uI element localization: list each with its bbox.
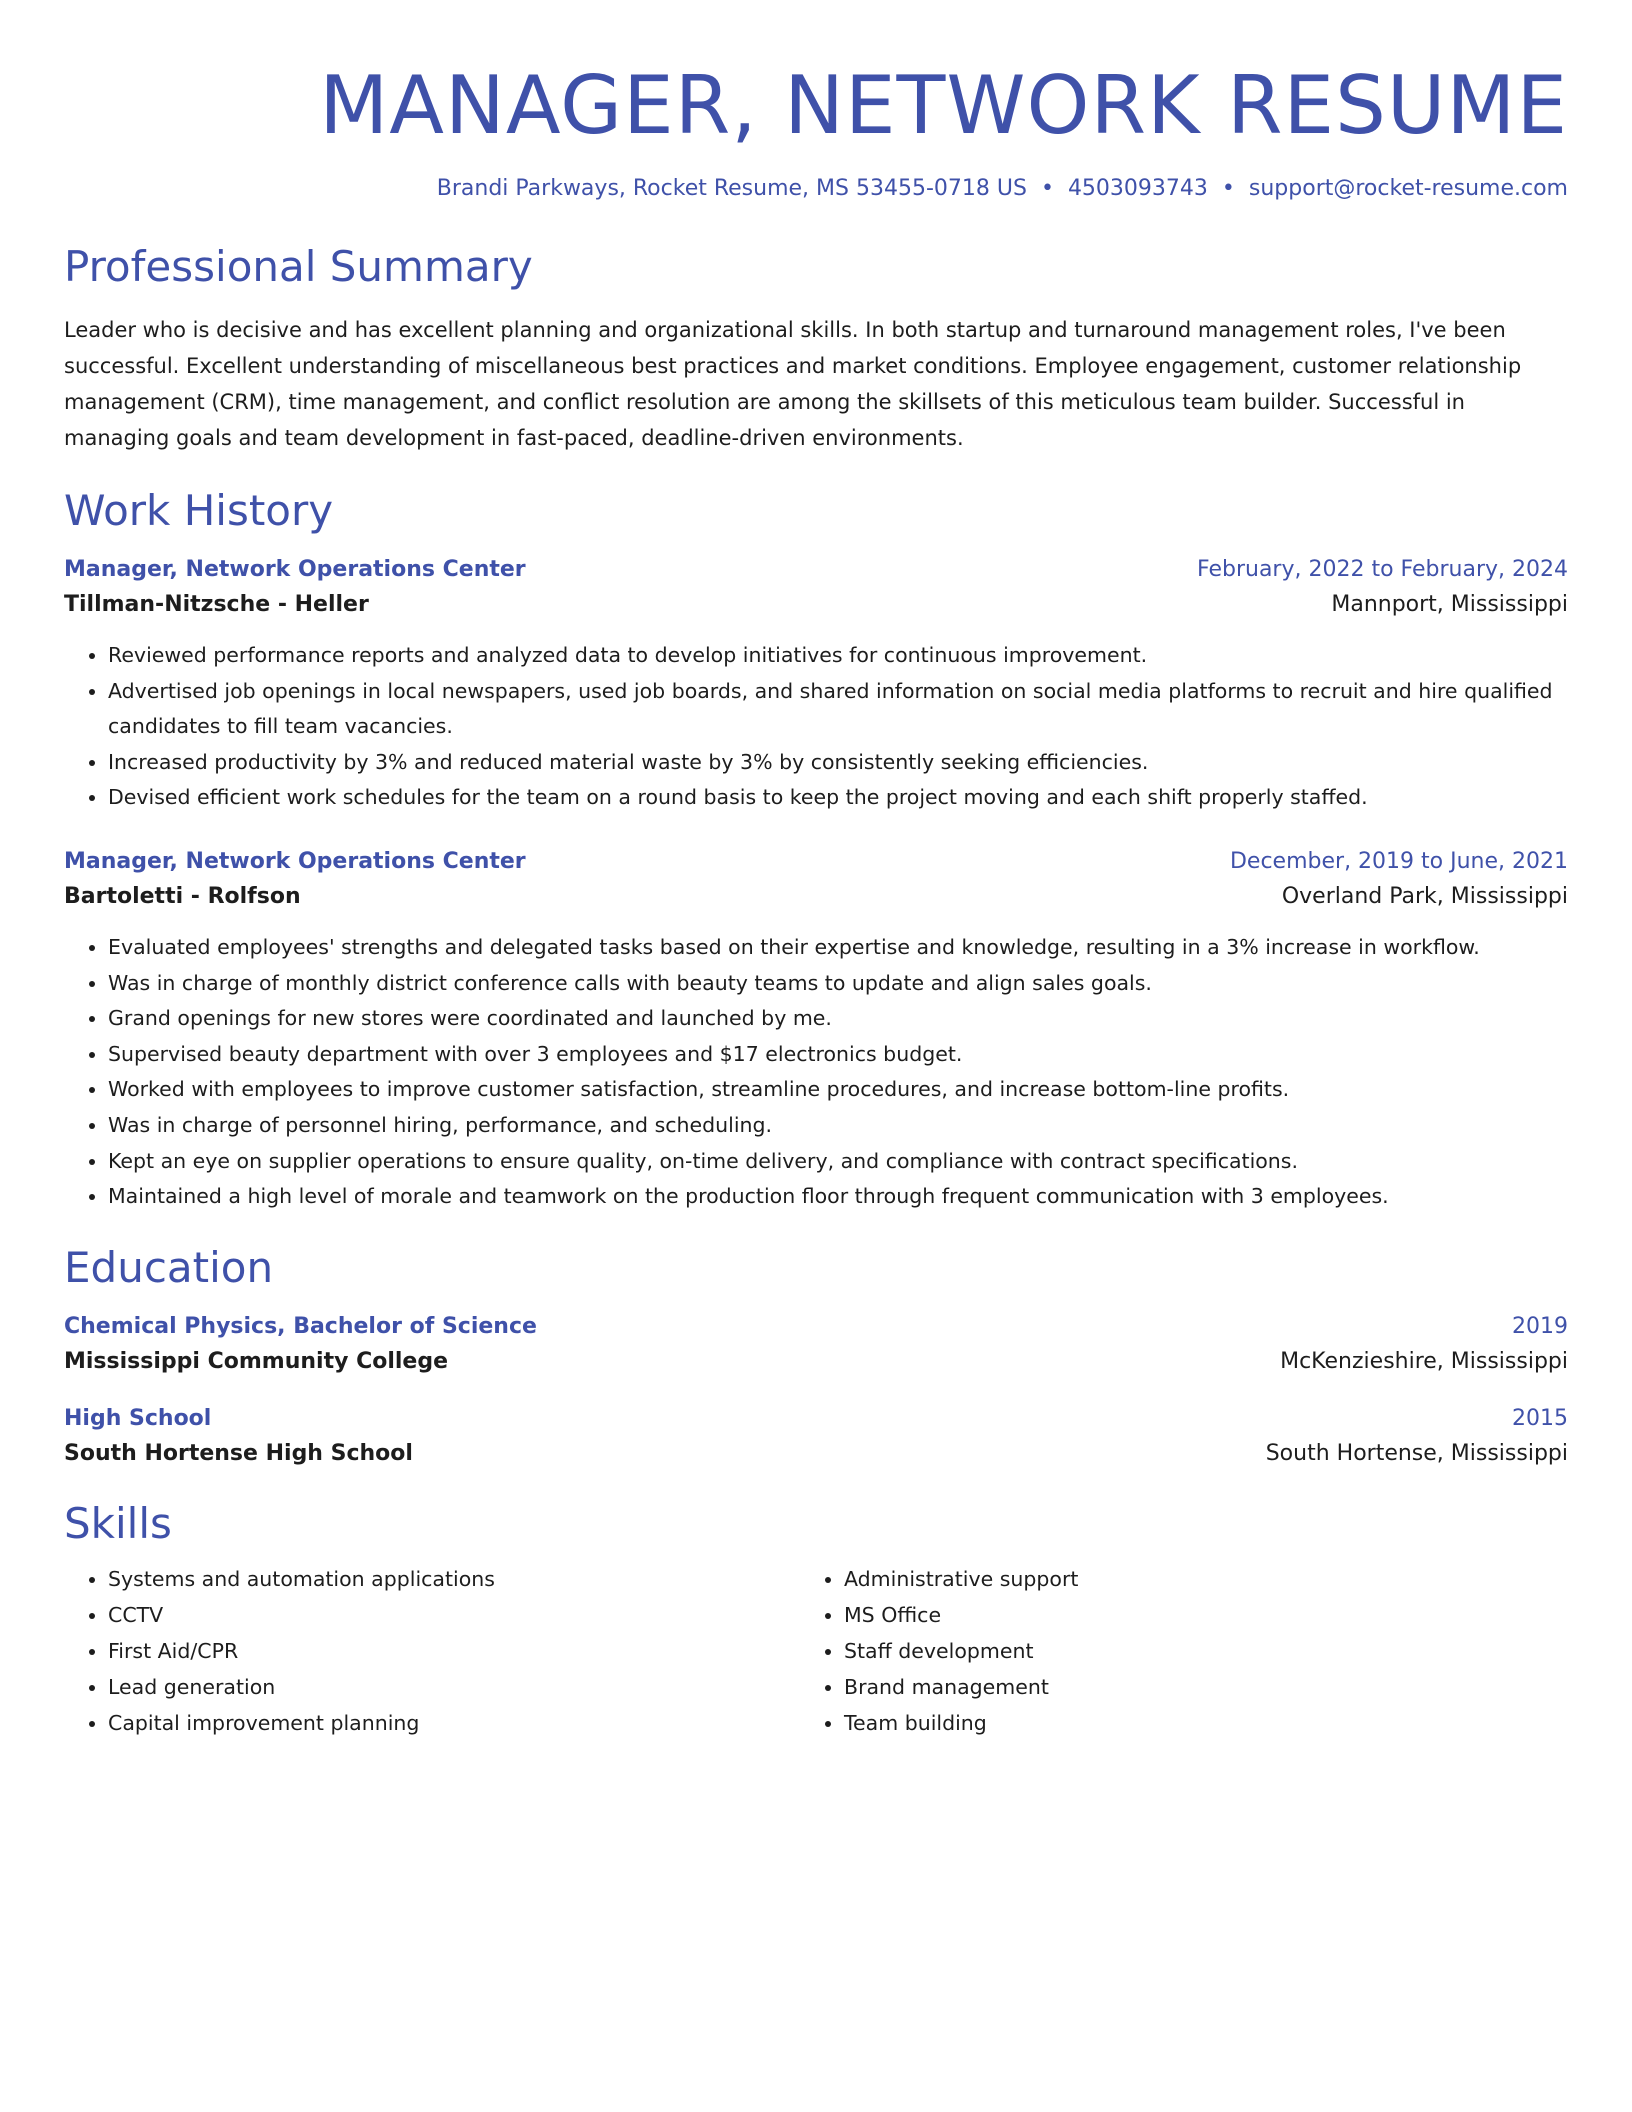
contact-separator: • — [1221, 176, 1235, 201]
job-bullet: • Maintained a high level of morale and teamwork on the production floor through frequent communication with 3 employees. — [108, 1179, 1568, 1215]
skill-item: • Systems and automation applications — [108, 1561, 800, 1597]
skill-item: • Capital improvement planning — [108, 1705, 800, 1741]
job-bullet: • Grand openings for new stores were coordinated and launched by me. — [108, 1001, 1568, 1037]
job-role: Manager, Network Operations Center — [64, 848, 526, 874]
job-bullets — [64, 638, 1568, 816]
job-company: Bartoletti - Rolfson — [64, 883, 301, 909]
skills-heading: Skills — [64, 1498, 172, 1548]
skills-column-right — [800, 1561, 1536, 1741]
job-bullet: • Worked with employees to improve customer satisfaction, streamline procedures, and increase bottom-line profits. — [108, 1072, 1568, 1108]
job-dates: December, 2019 to June, 2021 — [1229, 848, 1568, 874]
skills-column-left — [64, 1561, 800, 1741]
job-entry — [64, 554, 1568, 816]
education-school: Mississippi Community College — [64, 1348, 449, 1374]
education-school-row — [64, 1435, 1568, 1473]
job-bullet: • Was in charge of personnel hiring, performance, and scheduling. — [108, 1108, 1568, 1144]
skill-item: • Lead generation — [108, 1669, 800, 1705]
education-year: 2019 — [1512, 1313, 1568, 1339]
education-location: McKenzieshire, Mississippi — [1280, 1348, 1568, 1374]
contact-separator: • — [1040, 176, 1054, 201]
job-bullet: • Increased productivity by 3% and reduced material waste by 3% by consistently seeking efficiencies. — [108, 745, 1568, 781]
skill-item: • Team building — [844, 1705, 1536, 1741]
job-bullet: • Evaluated employees' strengths and delegated tasks based on their expertise and knowledge, resulting in a 3% increase in workflow. — [108, 930, 1568, 966]
job-company-row — [64, 586, 1568, 624]
job-bullet: • Reviewed performance reports and analyzed data to develop initiatives for continuous improvement. — [108, 638, 1568, 674]
job-entry — [64, 846, 1568, 1215]
summary-heading: Professional Summary — [64, 242, 533, 291]
work-history-heading: Work History — [64, 486, 334, 535]
skill-item: • First Aid/CPR — [108, 1633, 800, 1669]
education-entry — [64, 1403, 1568, 1473]
summary-text: Leader who is decisive and has excellent planning and organizational skills. In both startup and turnaround management roles, I've been successful. Excellent understanding of miscellaneous best practices and market conditions. Employee engagement, customer relationship management (CRM), time management, and conflict resolution are among the skillsets of this meticulous team builder. Successful in managing goals and team development in fast-paced, deadline-driven environments. — [64, 318, 1522, 450]
skill-item: • Brand management — [844, 1669, 1536, 1705]
skill-item: • MS Office — [844, 1597, 1536, 1633]
education-degree: Chemical Physics, Bachelor of Science — [64, 1313, 537, 1339]
job-location: Mannport, Mississippi — [1331, 592, 1568, 617]
skill-item: • Staff development — [844, 1633, 1536, 1669]
contact-line — [64, 174, 1568, 204]
education-entry — [64, 1311, 1568, 1381]
skill-item: • Administrative support — [844, 1561, 1536, 1597]
education-header-row — [64, 1403, 1568, 1435]
skills-grid — [64, 1561, 1568, 1741]
job-dates: February, 2022 to February, 2024 — [1197, 557, 1568, 582]
contact-email[interactable]: support@rocket-resume.com — [1248, 176, 1568, 201]
education-school-row — [64, 1343, 1568, 1381]
education-location: South Hortense, Mississippi — [1265, 1440, 1568, 1466]
education-heading: Education — [64, 1242, 274, 1292]
contact-address: Brandi Parkways, Rocket Resume, MS 53455-0718 US — [436, 176, 1027, 201]
job-bullet: • Supervised beauty department with over 3 employees and $17 electronics budget. — [108, 1037, 1568, 1073]
education-header-row — [64, 1311, 1568, 1343]
job-location: Overland Park, Mississippi — [1281, 883, 1568, 909]
job-bullet: • Was in charge of monthly district conference calls with beauty teams to update and align sales goals. — [108, 966, 1568, 1002]
education-year: 2015 — [1512, 1405, 1568, 1431]
contact-phone: 4503093743 — [1067, 176, 1208, 201]
job-company-row — [64, 878, 1568, 916]
job-bullets — [64, 930, 1568, 1215]
skill-item: • CCTV — [108, 1597, 800, 1633]
job-header-row — [64, 846, 1568, 878]
skills-list — [64, 1561, 800, 1741]
job-bullet: • Advertised job openings in local newspapers, used job boards, and shared information on social media platforms to recruit and hire qualified candidates to fill team vacancies. — [108, 674, 1568, 745]
job-company: Tillman-Nitzsche - Heller — [64, 592, 369, 617]
education-school: South Hortense High School — [64, 1440, 413, 1466]
job-header-row — [64, 554, 1568, 586]
job-bullet: • Devised efficient work schedules for the team on a round basis to keep the project moving and each shift properly staffed. — [108, 780, 1568, 816]
education-degree: High School — [64, 1405, 212, 1431]
skills-list — [800, 1561, 1536, 1741]
job-role: Manager, Network Operations Center — [64, 557, 526, 582]
resume-name: MANAGER, NETWORK RESUME — [319, 59, 1568, 152]
job-bullet: • Kept an eye on supplier operations to ensure quality, on-time delivery, and compliance with contract specifications. — [108, 1144, 1568, 1180]
